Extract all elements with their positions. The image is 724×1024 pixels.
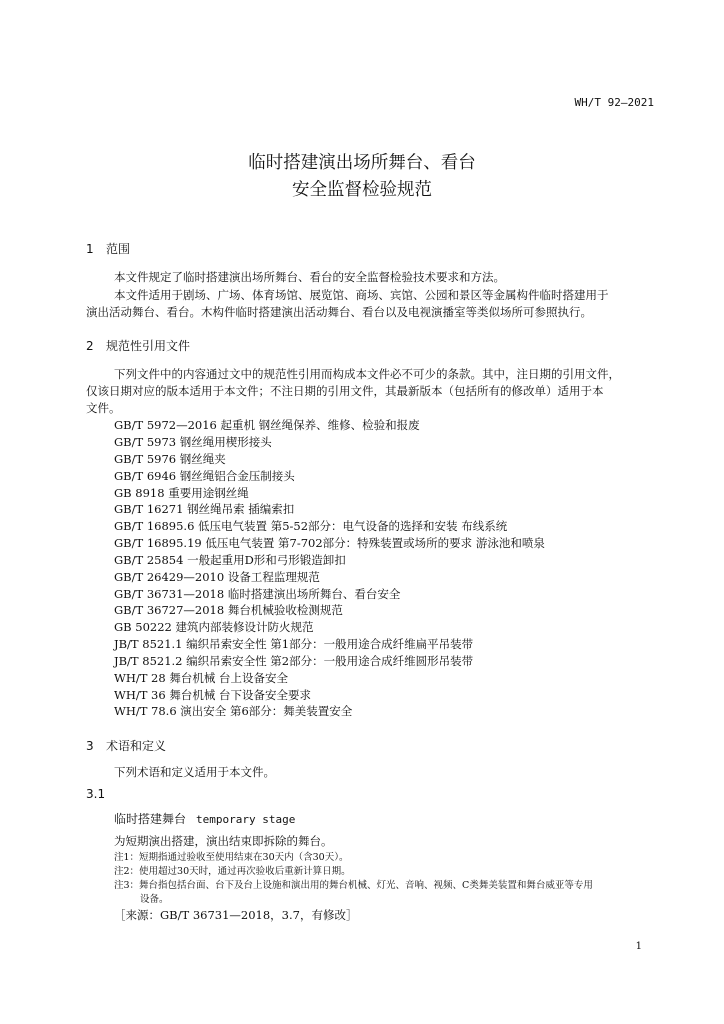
- reference-item: GB/T 6946 钢丝绳铝合金压制接头: [114, 469, 295, 483]
- section-1-paragraph-2-line-2: 演出活动舞台、看台。木构件临时搭建演出活动舞台、看台以及电视演播室等类似场所可参照执行。: [86, 305, 592, 319]
- section-title: 范围: [106, 242, 131, 256]
- reference-item: GB 50222 建筑内部装修设计防火规范: [114, 620, 314, 634]
- term-source: ［来源：GB/T 36731—2018，3.7，有修改］: [114, 908, 358, 922]
- section-number: 2: [86, 339, 94, 353]
- reference-item: GB/T 5976 钢丝绳夹: [114, 452, 226, 466]
- section-2-heading: [86, 337, 190, 354]
- term-english: temporary stage: [196, 813, 296, 826]
- section-2-intro-line-2: 仅该日期对应的版本适用于本文件；不注日期的引用文件，其最新版本（包括所有的修改单）适用于本: [86, 384, 604, 398]
- reference-item: WH/T 78.6 演出安全 第6部分：舞美装置安全: [114, 704, 353, 718]
- reference-item: GB/T 26429—2010 设备工程监理规范: [114, 570, 320, 584]
- reference-item: JB/T 8521.1 编织吊索安全性 第1部分：一般用途合成纤维扁平吊装带: [114, 637, 474, 651]
- section-title: 术语和定义: [106, 739, 167, 753]
- reference-item: WH/T 36 舞台机械 台下设备安全要求: [114, 688, 311, 702]
- section-title: 规范性引用文件: [106, 339, 191, 353]
- note-item: 注2：使用超过30天时，通过再次验收后重新计算日期。: [114, 866, 351, 877]
- term-chinese: 临时搭建舞台: [114, 812, 187, 826]
- note-item: 注1：短期指通过验收至使用结束在30天内（含30天）。: [114, 852, 349, 863]
- section-number: 3: [86, 739, 94, 753]
- note-continuation: 设备。: [140, 894, 169, 905]
- reference-item: GB/T 36731—2018 临时搭建演出场所舞台、看台安全: [114, 587, 401, 601]
- section-3-heading: [86, 737, 166, 754]
- reference-item: GB/T 16895.6 低压电气装置 第5-52部分：电气设备的选择和安装 布线系统: [114, 519, 508, 533]
- reference-item: GB/T 25854 一般起重用D形和弓形锻造卸扣: [114, 553, 346, 567]
- reference-item: GB/T 36727—2018 舞台机械验收检测规范: [114, 603, 343, 617]
- reference-item: GB/T 5972—2016 起重机 钢丝绳保养、维修、检验和报废: [114, 418, 420, 432]
- term-entry: [114, 810, 295, 827]
- section-1-paragraph-2-line-1: 本文件适用于剧场、广场、体育场馆、展览馆、商场、宾馆、公园和景区等金属构件临时搭建用于: [114, 288, 609, 302]
- note-item: 注3：舞台指包括台面、台下及台上设施和演出用的舞台机械、灯光、音响、视频、C类舞美装置和舞台威亚等专用: [114, 880, 593, 891]
- reference-item: WH/T 28 舞台机械 台上设备安全: [114, 671, 288, 685]
- section-1-heading: [86, 240, 130, 257]
- term-definition: 为短期演出搭建，演出结束即拆除的舞台。: [114, 834, 333, 848]
- reference-item: GB/T 16271 钢丝绳吊索 插编索扣: [114, 502, 295, 516]
- reference-item: GB/T 16895.19 低压电气装置 第7-702部分：特殊装置或场所的要求 游泳池和喷泉: [114, 536, 545, 550]
- section-1-paragraph-1: 本文件规定了临时搭建演出场所舞台、看台的安全监督检验技术要求和方法。: [114, 270, 505, 284]
- term-number: 3.1: [86, 787, 106, 801]
- reference-item: GB 8918 重要用途钢丝绳: [114, 486, 249, 500]
- reference-item: GB/T 5973 钢丝绳用楔形接头: [114, 435, 272, 449]
- section-2-intro-line-1: 下列文件中的内容通过文中的规范性引用而构成本文件必不可少的条款。其中，注日期的引用文件，: [114, 367, 620, 381]
- document-title-line2: 安全监督检验规范: [292, 180, 432, 200]
- section-number: 1: [86, 242, 94, 256]
- standard-number: WH/T 92—2021: [574, 96, 654, 109]
- reference-item: JB/T 8521.2 编织吊索安全性 第2部分：一般用途合成纤维圆形吊装带: [114, 654, 474, 668]
- section-2-intro-line-3: 文件。: [86, 401, 121, 415]
- section-3-intro: 下列术语和定义适用于本文件。: [114, 765, 275, 779]
- document-title-line1: 临时搭建演出场所舞台、看台: [248, 153, 476, 173]
- page-number: 1: [635, 941, 642, 952]
